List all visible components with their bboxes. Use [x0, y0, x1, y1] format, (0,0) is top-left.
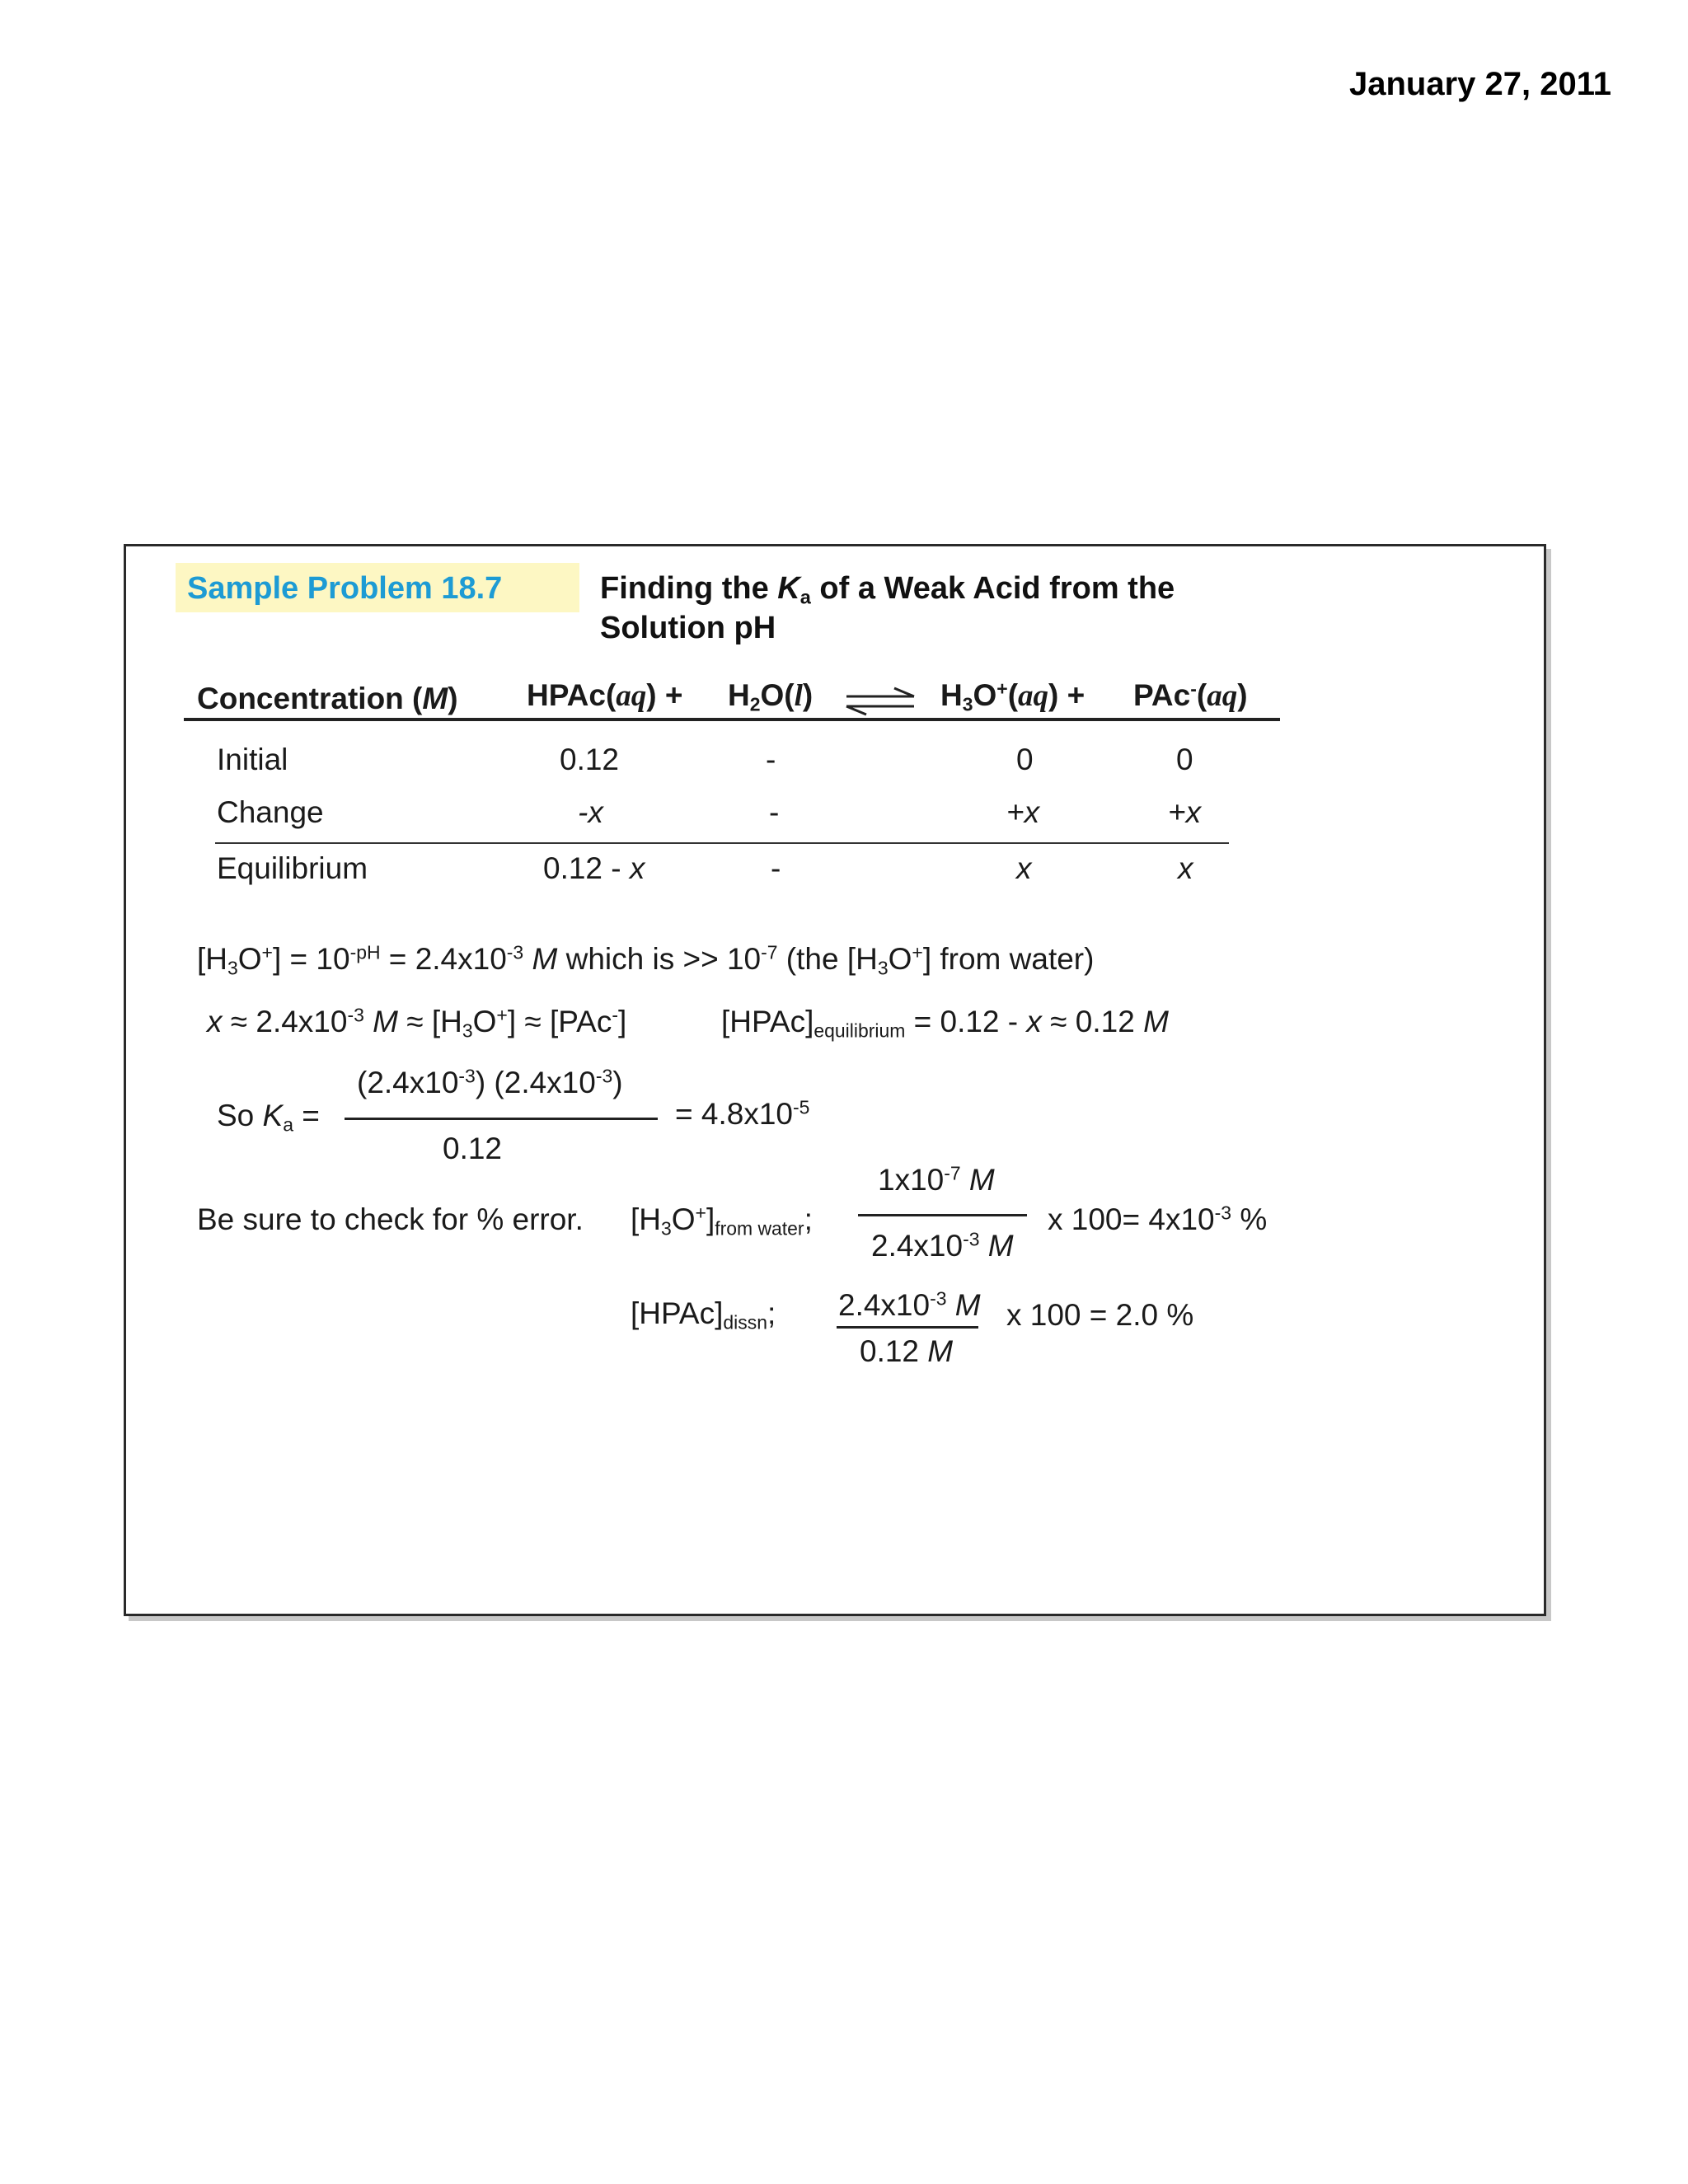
slide-title-line-1: Finding the $K_a$ of a Weak Acid from the: [600, 571, 1175, 608]
dissociation-error-label: $[HPAc]_{dissn}$;: [631, 1296, 776, 1333]
ka-denominator: 0.12: [443, 1132, 503, 1165]
slide-panel: [124, 544, 1546, 1616]
table-equilibrium-rule: [215, 842, 1229, 844]
cell-change-hpac: -x: [578, 795, 603, 829]
cell-equilibrium-water: -: [771, 851, 781, 885]
row-label-initial: Initial: [217, 743, 288, 776]
ka-result: = $4.8x10^{-5}$: [675, 1096, 810, 1131]
ka-numerator: $(2.4x10^{-3})$ $(2.4x10^{-3})$: [357, 1065, 623, 1099]
water-error-fraction-bar: [858, 1214, 1027, 1216]
cell-equilibrium-hydronium: x: [1016, 851, 1032, 885]
x-approximation-line: $x \approx 2.4x10^{-3}$ $M \approx [H_3O^+] \approx [PAc^-]$: [207, 1004, 627, 1042]
page-date: January 27, 2011: [1349, 66, 1612, 102]
ka-fraction-bar: [345, 1118, 658, 1120]
equilibrium-arrow-icon: [843, 687, 917, 716]
percent-error-note: Be sure to check for % error.: [197, 1202, 584, 1236]
ka-label: So $K_a$ =: [217, 1099, 320, 1136]
water-error-numerator: $1x10^{-7}$ M: [878, 1162, 995, 1197]
cell-change-water: -: [769, 795, 780, 829]
water-error-result: x $100= 4x10^{-3}$ %: [1048, 1202, 1268, 1236]
hpac-equilibrium-line: $[HPAc]_{equilibrium} = 0.12 - x \approx 0.12$ M: [721, 1005, 1169, 1042]
slide-title-line-2: Solution pH: [600, 611, 776, 645]
cell-initial-hydronium: 0: [1016, 743, 1034, 776]
cell-initial-pac: 0: [1176, 743, 1193, 776]
cell-change-pac: +x: [1168, 795, 1202, 829]
water-error-denominator: $2.4x10^{-3}$ M: [871, 1228, 1014, 1263]
table-header-concentration: Concentration (M): [197, 682, 458, 715]
water-error-label: $[H_3O^+]_{from water}$;: [631, 1202, 813, 1240]
table-header-pac: PAc-(aq): [1133, 677, 1248, 713]
cell-equilibrium-pac: x: [1178, 851, 1193, 885]
dissociation-error-result: x 100 = 2.0 %: [1006, 1298, 1194, 1332]
cell-initial-water: -: [766, 743, 776, 776]
row-label-change: Change: [217, 795, 324, 829]
table-header-hpac: HPAc(aq) +: [527, 678, 683, 713]
sample-problem-label: Sample Problem 18.7: [187, 571, 503, 606]
dissociation-error-fraction-bar: [837, 1326, 978, 1329]
table-header-rule: [184, 718, 1280, 721]
cell-equilibrium-hpac: 0.12 - x: [543, 851, 645, 885]
cell-initial-hpac: 0.12: [560, 743, 620, 776]
dissociation-error-denominator: 0.12 M: [860, 1334, 954, 1368]
table-header-water: $H_2O(l)$: [728, 678, 814, 715]
dissociation-error-numerator: $2.4x10^{-3}$ M: [838, 1287, 981, 1322]
cell-change-hydronium: +x: [1006, 795, 1040, 829]
row-label-equilibrium: Equilibrium: [217, 851, 368, 885]
table-header-hydronium: $H_3O^+(aq)$ +: [940, 677, 1085, 715]
hydronium-from-ph-line: $[H_3O^+] = 10^{-pH} = 2.4x10^{-3}$ M which is >> $10^{-7}$ (the $[H_3O^+]$ from water): [197, 941, 1095, 979]
